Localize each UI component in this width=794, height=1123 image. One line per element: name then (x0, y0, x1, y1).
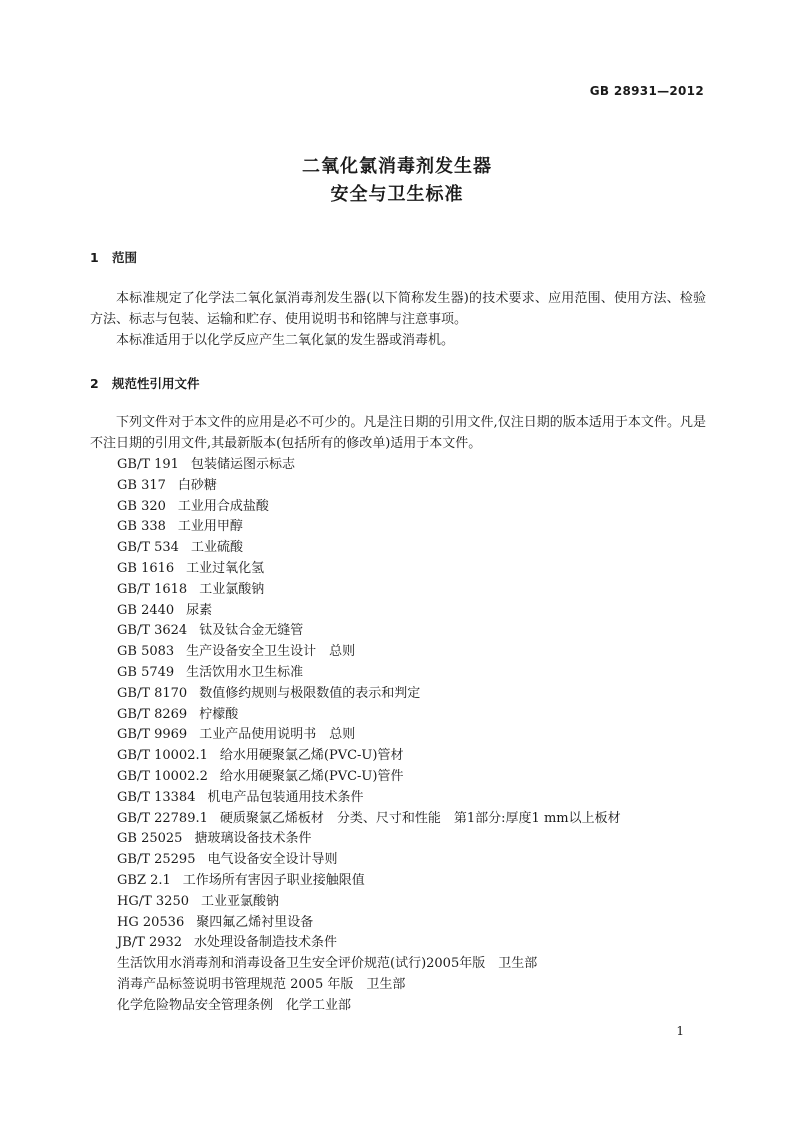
reference-item (117, 497, 621, 518)
reference-item (117, 684, 621, 705)
reference-title: 工业用甲醇 (177, 519, 243, 535)
reference-title: 搪玻璃设备技术条件 (194, 831, 312, 847)
reference-title: 生产设备安全卫生设计 总则 (186, 644, 356, 660)
reference-item (117, 517, 621, 538)
reference-title: 消毒产品标签说明书管理规范 2005 年版 卫生部 (117, 976, 406, 992)
reference-code: GB/T 25295 (117, 852, 196, 868)
reference-code: GB 5083 (117, 644, 175, 660)
reference-code: GB/T 191 (117, 457, 179, 472)
reference-code: GB 317 (117, 477, 166, 493)
reference-title: 硬质聚氯乙烯板材 分类、尺寸和性能 第1部分:厚度1 mm以上板材 (219, 810, 621, 826)
reference-item (117, 725, 621, 746)
reference-item (117, 559, 621, 580)
section-1-paragraph-2: 本标准适用于以化学反应产生二氧化氯的发生器或消毒机。 (116, 333, 455, 348)
reference-title: 生活饮用水消毒剂和消毒设备卫生安全评价规范(试行)2005年版 卫生部 (117, 956, 538, 972)
reference-item (117, 746, 621, 767)
reference-code: GB/T 13384 (117, 789, 196, 805)
reference-title: 给水用硬聚氯乙烯(PVC-U)管件 (219, 768, 404, 784)
reference-item (117, 788, 621, 809)
reference-item (117, 996, 621, 1017)
reference-code: GB 5749 (117, 664, 175, 680)
section-1-number: 1 (90, 250, 99, 265)
reference-title: 工业亚氯酸钠 (201, 893, 280, 909)
reference-title: 给水用硬聚氯乙烯(PVC-U)管材 (219, 748, 404, 764)
reference-title: 生活饮用水卫生标准 (186, 664, 304, 680)
reference-item (117, 621, 621, 642)
reference-item (117, 933, 621, 954)
section-1-title: 范围 (112, 250, 138, 265)
reference-title: 钛及钛合金无缝管 (199, 623, 304, 639)
reference-code: GB/T 9969 (117, 727, 188, 743)
reference-code: GB/T 10002.2 (117, 768, 208, 784)
reference-item (117, 642, 621, 663)
reference-title: 水处理设备制造技术条件 (194, 935, 338, 951)
reference-title: 工业氯酸钠 (199, 581, 265, 597)
section-2-title: 规范性引用文件 (112, 376, 200, 391)
reference-item (117, 892, 621, 913)
reference-title: 工业过氧化氢 (186, 560, 265, 576)
reference-code: GB/T 1618 (117, 581, 188, 597)
reference-item (117, 705, 621, 726)
section-1-heading (90, 248, 137, 266)
document-title-line2: 安全与卫生标准 (330, 184, 464, 205)
reference-code: GBZ 2.1 (117, 872, 171, 888)
page-number: 1 (676, 1024, 684, 1038)
reference-item (117, 767, 621, 788)
section-2-intro: 下列文件对于本文件的应用是必不可少的。凡是注日期的引用文件,仅注日期的版本适用于本文件。凡是不注日期的引用文件,其最新版本(包括所有的修改单)适用于本文件。 (90, 415, 706, 451)
reference-item (117, 601, 621, 622)
section-2-heading (90, 374, 200, 392)
reference-item (117, 663, 621, 684)
reference-item (117, 913, 621, 934)
reference-code: GB 25025 (117, 831, 183, 847)
reference-code: HG/T 3250 (117, 893, 189, 909)
reference-title: 聚四氟乙烯衬里设备 (196, 914, 314, 930)
reference-code: HG 20536 (117, 914, 185, 930)
reference-code: GB 320 (117, 498, 166, 514)
reference-item (117, 580, 621, 601)
reference-code: GB/T 22789.1 (117, 810, 208, 826)
reference-title: 工业用合成盐酸 (177, 498, 269, 514)
reference-code: GB/T 10002.1 (117, 748, 208, 764)
reference-code: GB/T 8170 (117, 685, 188, 701)
reference-title: 数值修约规则与极限数值的表示和判定 (199, 685, 421, 701)
reference-code: GB 1616 (117, 560, 175, 576)
reference-title: 电气设备安全设计导则 (207, 852, 338, 868)
reference-item (117, 538, 621, 559)
reference-code: JB/T 2932 (117, 935, 183, 951)
reference-list (117, 455, 621, 1017)
reference-item (117, 871, 621, 892)
reference-item (117, 954, 621, 975)
reference-code: GB/T 3624 (117, 623, 188, 639)
reference-code: GB 338 (117, 519, 166, 535)
reference-title: 机电产品包装通用技术条件 (207, 789, 364, 805)
reference-item (117, 455, 621, 476)
reference-title: 工作场所有害因子职业接触限值 (182, 872, 365, 888)
reference-title: 包装储运图示标志 (190, 457, 295, 472)
document-title-line1: 二氧化氯消毒剂发生器 (302, 156, 492, 177)
reference-title: 工业硫酸 (190, 540, 243, 556)
reference-item (117, 809, 621, 830)
section-2-number: 2 (90, 376, 99, 391)
section-1-paragraph-1: 本标准规定了化学法二氧化氯消毒剂发生器(以下简称发生器)的技术要求、应用范围、使用方法、检验方法、标志与包装、运输和贮存、使用说明书和铭牌与注意事项。 (90, 291, 706, 327)
reference-code: GB 2440 (117, 602, 175, 618)
reference-title: 化学危险物品安全管理条例 化学工业部 (117, 997, 352, 1013)
reference-title: 白砂糖 (177, 477, 217, 493)
reference-code: GB/T 8269 (117, 706, 188, 722)
reference-code: GB/T 534 (117, 540, 179, 556)
reference-title: 工业产品使用说明书 总则 (199, 727, 356, 743)
reference-title: 柠檬酸 (199, 706, 239, 722)
reference-item (117, 829, 621, 850)
reference-item (117, 975, 621, 996)
reference-item (117, 476, 621, 497)
reference-title: 尿素 (186, 602, 213, 618)
standard-code: GB 28931—2012 (589, 84, 704, 98)
reference-item (117, 850, 621, 871)
